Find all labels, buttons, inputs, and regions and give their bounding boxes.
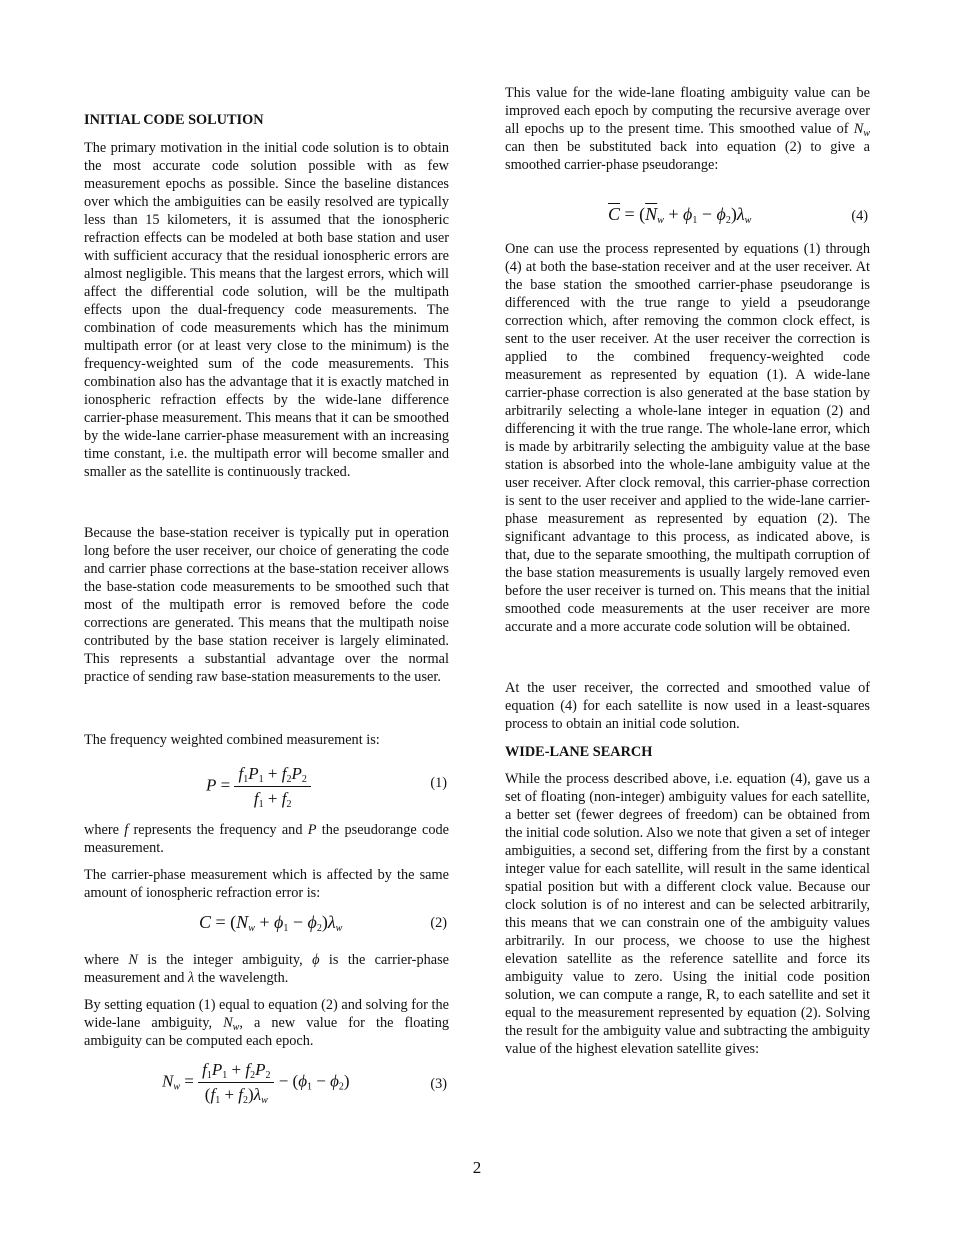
equation-2-number: (2) [430,915,447,931]
paragraph-wide-lane-ambiguity: By setting equation (1) equal to equation (2) and solving for the wide-lane ambiguity, $N_w$, a new value for the floating ambiguity can be computed each epoch. [84,997,449,1049]
paragraph-wide-lane-search: While the process described above, i.e. equation (4), gave us a set of floating (non-integer) ambiguity values for each satellite, a better set (fewer degrees of freedom) can be obtained from the initial code solution. Also we note that given a set of integer ambiguities, a second set, differing from the first by a constant integer value for each satellite, will result in the same identical spatial position but with a different clock value. Because our clock solution is of no interest and can be selected arbitrarily, this means that we can constrain one of the ambiguity values arbitrarily. In our process, we choose to use the highest elevation satellite as the reference satellite and force its ambiguity value to zero. Using the initial code position solution, we can compute a range, R, to each satellite and set it equal to the measurement represented by equation (2). Solving the result for the ambiguity value and subtracting the ambiguity value of the highest elevation satellite gives: [505,771,870,1057]
equation-4-formula: $\overline{C} = (\overline{N}_w + \phi_1 - \phi_2)\lambda_w$ [608,204,752,226]
page-number: 2 [472,1158,482,1177]
paragraph-process-both-receivers: One can use the process represented by equations (1) through (4) at both the base-station receiver and at the user receiver. At the base station the smoothed carrier-phase pseudorange is differenced with the true range to yield a pseudorange correction which, after removing the common clock effect, is sent to the user receiver. At the user receiver the correction is applied to the combined frequency-weighted code measurement as represented by equation (1). A wide-lane carrier-phase correction is also generated at the base station by arbitrarily selecting a whole-lane integer in equation (2) and differencing it with the true range. The whole-lane error, which is made by arbitrarily selecting the ambiguity value at the base station is absorbed into the whole-lane ambiguity value at the user receiver. After clock removal, this carrier-phase correction is sent to the user receiver and applied to the wide-lane carrier-phase measurement as represented by equation (2). The significant advantage to this process, as indicated above, is that, due to the separate smoothing, the multipath corruption of the base station measurements is usually largely removed even before the user receiver is turned on. This means that the initial smoothed code measurements at the user receiver are more accurate and a more accurate code solution will be obtained. [505,241,870,635]
paragraph-where-f: where f represents the frequency and P the pseudorange code measurement. [84,822,449,856]
equation-3-number: (3) [430,1076,447,1092]
paragraph-user-receiver-least-squares: At the user receiver, the corrected and smoothed value of equation (4) for each satellite is now used in a least-squares process to obtain an initial code solution. [505,680,870,732]
paragraph-where-n: where N is the integer ambiguity, ϕ is the carrier-phase measurement and λ the wavelength. [84,952,449,986]
equation-1-formula: P = $\frac{f_1P_1 + f_2P_2}{f_1 + f_2}$ [206,764,311,809]
paragraph-carrier-phase-intro: The carrier-phase measurement which is affected by the same amount of ionospheric refraction error is: [84,867,449,901]
paragraph-frequency-weighted-intro: The frequency weighted combined measurement is: [84,732,380,748]
equation-4-number: (4) [851,208,868,224]
equation-4 [505,204,870,230]
equation-2 [84,912,449,938]
paragraph-base-station-smoothing: Because the base-station receiver is typically put in operation long before the user receiver, our choice of generating the code and carrier phase corrections at the base-station receiver allows the base-station code measurements to be smoothed such that most of the multipath error is removed before the code corrections are generated. This means that the multipath noise contributed by the base station receiver is largely eliminated. This represents a substantial advantage over the normal practice of sending raw base-station measurements to the user. [84,525,449,685]
equation-1 [84,758,449,810]
equation-1-number: (1) [430,775,447,791]
equation-3 [84,1060,449,1114]
section-heading-wide-lane-search: WIDE-LANE SEARCH [505,744,653,760]
paragraph-recursive-average: This value for the wide-lane floating ambiguity value can be improved each epoch by computing the recursive average over all epochs up to the present time. This smoothed value of $N_w$ can then be substituted back into equation (2) to give a smoothed carrier-phase pseudorange: [505,85,870,173]
equation-2-formula: $C = (N_w + \phi_1 - \phi_2)\lambda_w$ [199,912,343,934]
paragraph-initial-code-motivation: The primary motivation in the initial code solution is to obtain the most accurate code solution possible with as few measurement epochs as possible. Since the baseline distances over which the ambiguities can be easily resolved are typically less than 15 kilometers, it is assumed that the ionospheric refraction effects can be modeled at both base station and user with sufficient accuracy that the residual ionospheric errors are almost negligible. This means that the largest errors, which will affect the differential code solution, will be the multipath effects upon the dual-frequency code measurements. The combination of code measurements which has the minimum multipath error (or at least very close to the minimum) is the frequency-weighted sum of the code measurements. This combination also has the advantage that it is exactly matched in ionospheric refraction effects by the wide-lane difference carrier-phase measurement. This means that it can be smoothed by the wide-lane carrier-phase measurement with an increasing time constant, i.e. the multipath error will become smaller and smaller as the satellite is continuously tracked. [84,140,449,480]
equation-3-formula: $N_w$ = $\frac{f_1P_1 + f_2P_2}{(f_1 + f_2)\lambda_w}$ − $(\phi_1 - \phi_2)$ [162,1060,350,1106]
section-heading-initial-code-solution: INITIAL CODE SOLUTION [84,112,264,128]
